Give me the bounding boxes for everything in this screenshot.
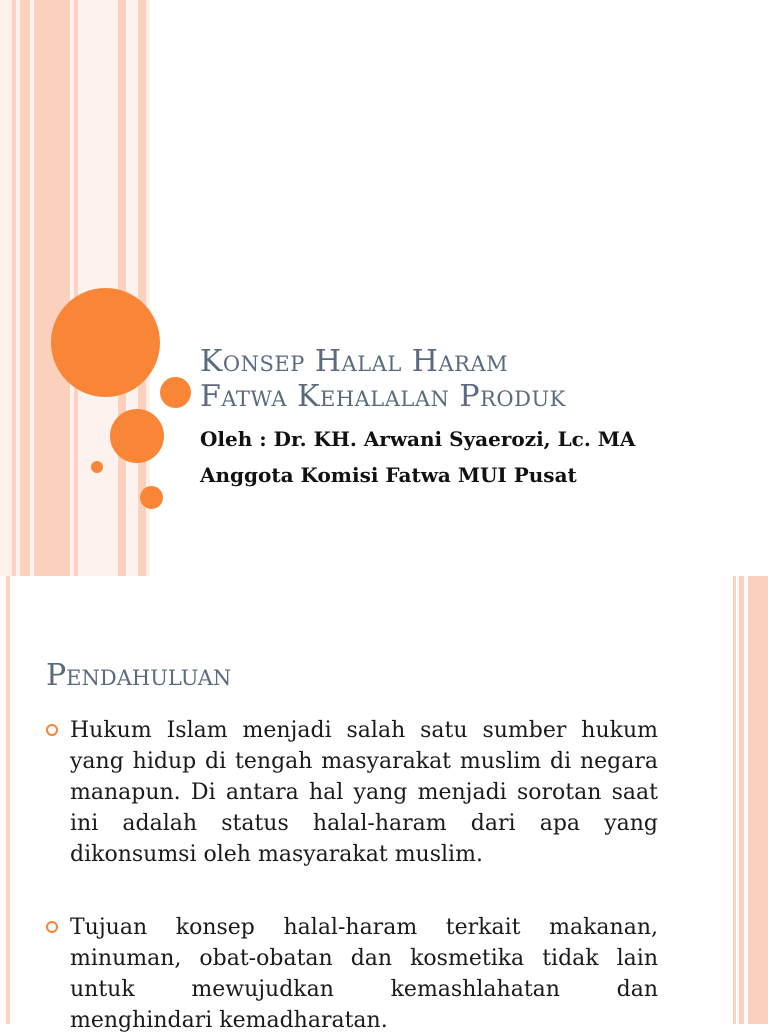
author-line: Oleh : Dr. KH. Arwani Syaerozi, Lc. MA: [200, 427, 636, 451]
decorative-circle: [91, 461, 103, 473]
decorative-stripe: [748, 576, 768, 1024]
decorative-circle: [51, 288, 160, 397]
decorative-stripe: [739, 576, 744, 1024]
decorative-circle: [140, 486, 163, 509]
bullet-icon: [46, 724, 58, 736]
list-item: [46, 715, 658, 870]
decorative-stripe: [6, 576, 10, 1024]
decorative-stripe: [733, 576, 736, 1024]
decorative-circle: [160, 377, 191, 408]
decorative-stripe: [34, 0, 70, 576]
title-line-2: Fatwa Kehalalan Produk: [200, 379, 566, 414]
decorative-stripe: [20, 0, 30, 576]
title-line-1: Konsep Halal Haram: [200, 344, 509, 379]
bullet-text: Tujuan konsep halal-haram terkait makanan, minuman, obat-obatan dan kosmetika tidak lain untuk mewujudkan kemashlahatan dan menghindari kemadharatan.: [70, 915, 658, 1033]
decorative-stripe: [74, 0, 78, 576]
author-position: Anggota Komisi Fatwa MUI Pusat: [200, 463, 577, 487]
content-panel: [150, 0, 768, 576]
bullet-icon: [46, 921, 58, 933]
decorative-circle: [110, 409, 164, 463]
decorative-stripe: [118, 0, 126, 576]
list-item: [46, 912, 658, 1036]
decorative-stripe: [12, 0, 16, 576]
section-title: Pendahuluan: [46, 658, 232, 693]
bullet-text: Hukum Islam menjadi salah satu sumber hukum yang hidup di tengah masyarakat muslim di negara manapun. Di antara hal yang menjadi sorotan saat ini adalah status halal-haram dari apa yang dikonsumsi oleh masyarakat muslim.: [70, 718, 658, 867]
slide-title: [200, 344, 566, 414]
